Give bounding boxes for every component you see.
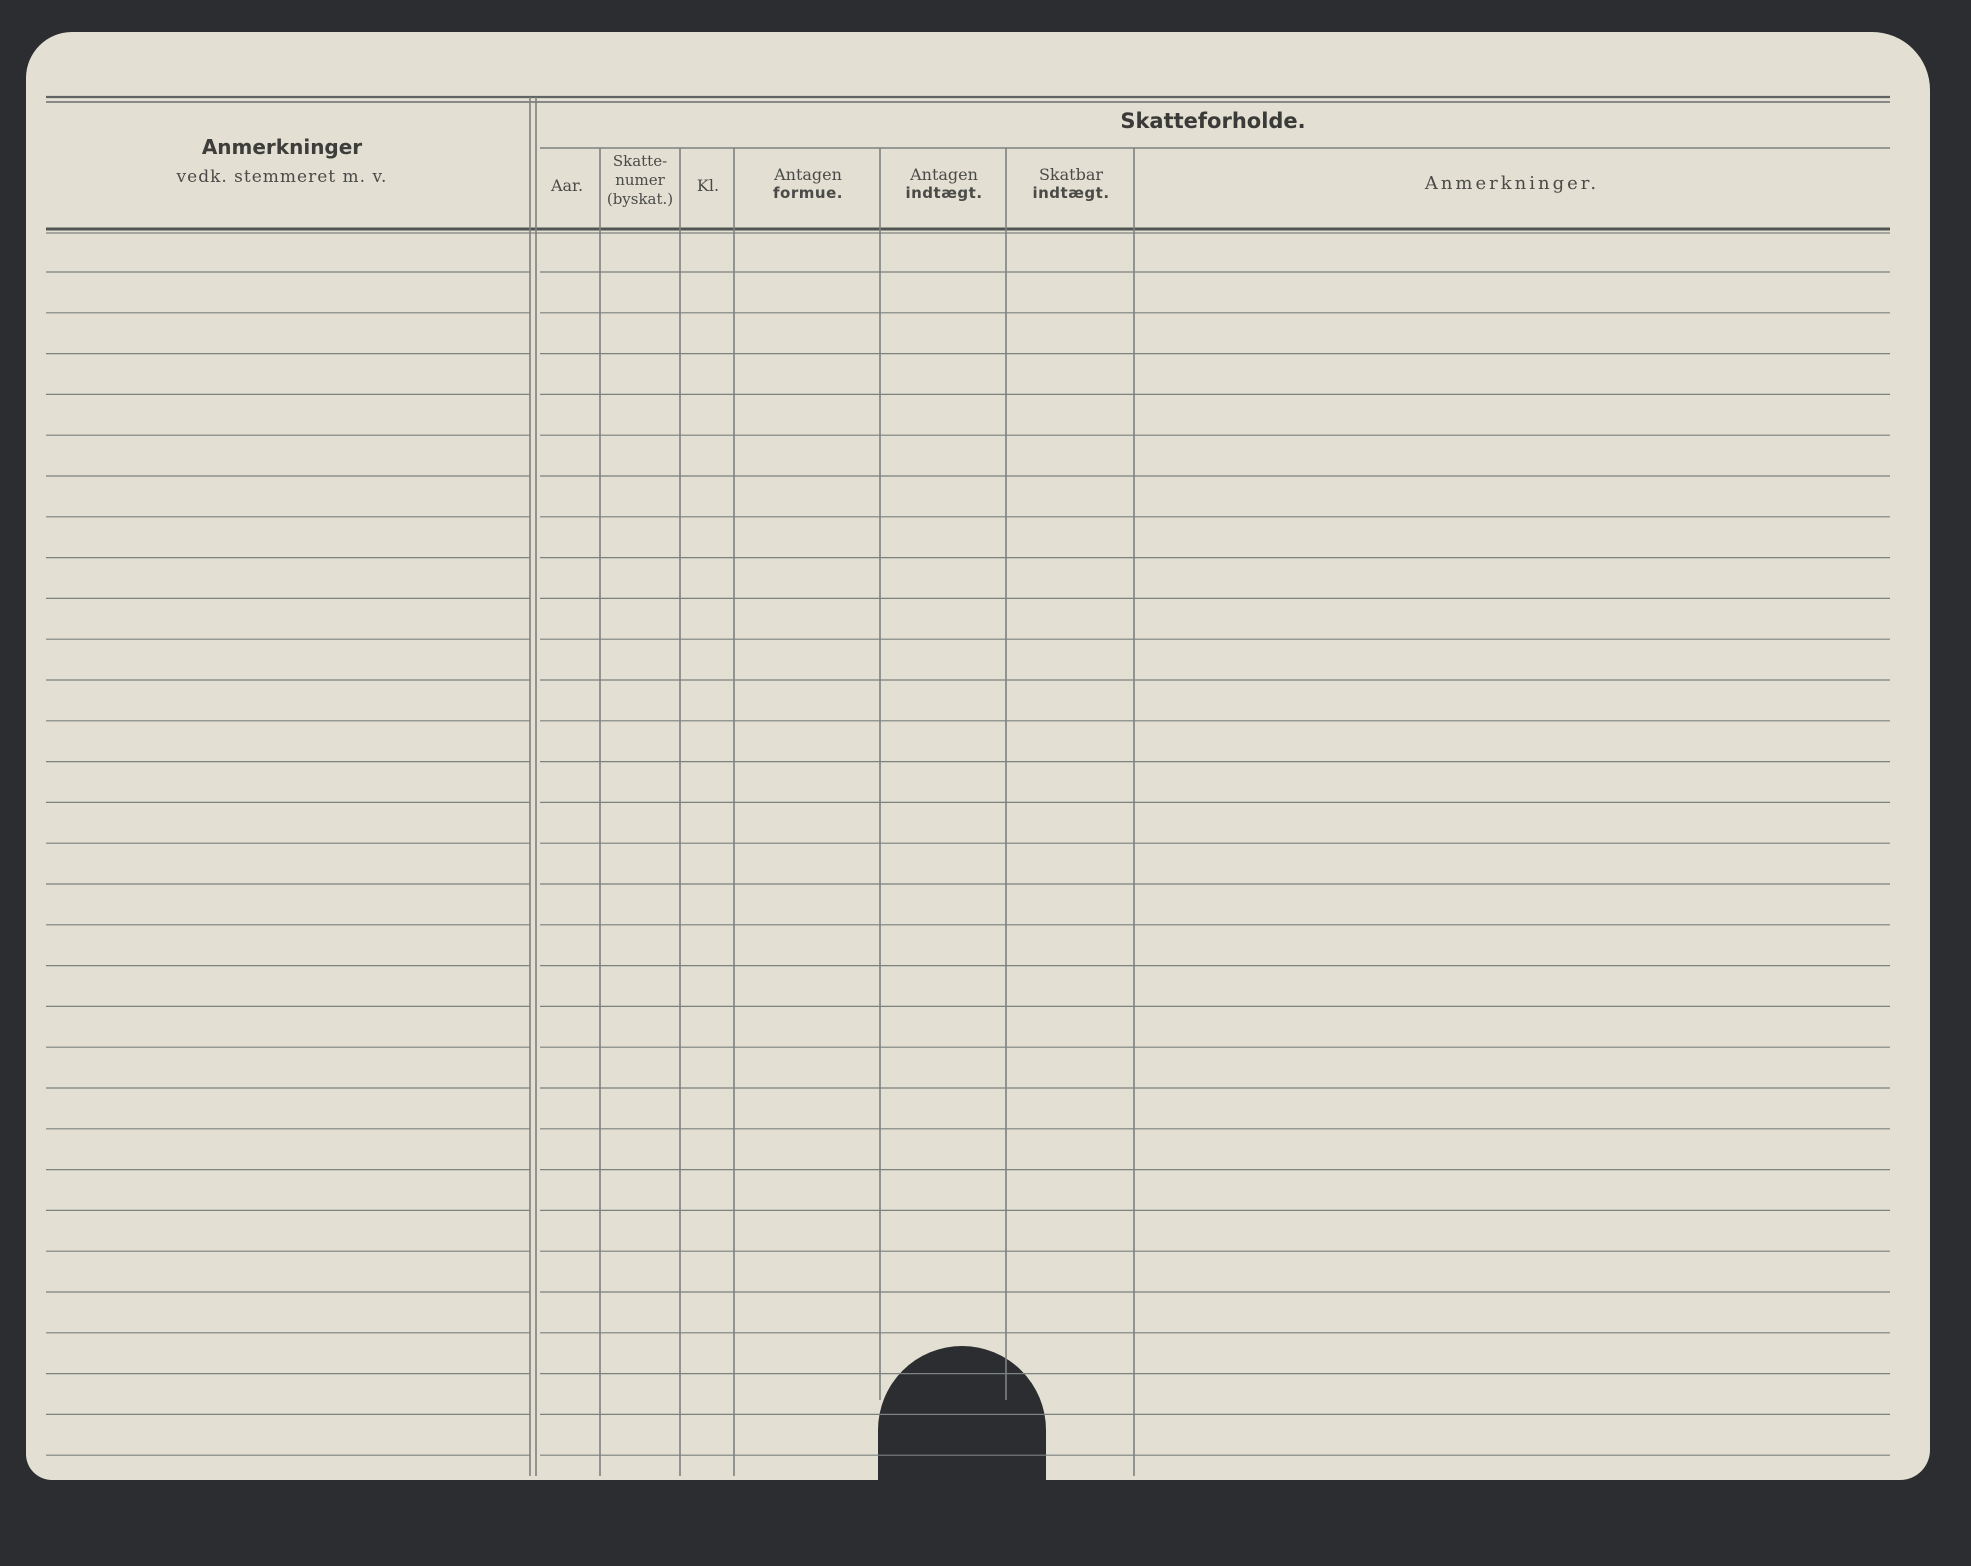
formue-line-1: Antagen xyxy=(774,165,842,184)
column-header-skattenummer xyxy=(600,152,680,209)
column-header-skatbar xyxy=(1008,165,1134,203)
indtaegt-line-1: Antagen xyxy=(910,165,978,184)
skattenummer-line-3: (byskat.) xyxy=(606,190,674,208)
column-header-kl: Kl. xyxy=(696,176,720,195)
left-title: Anmerkninger xyxy=(201,135,363,159)
column-header-indtaegt xyxy=(882,165,1006,203)
indtaegt-line-2: indtægt. xyxy=(905,184,983,202)
skattenummer-line-2: numer xyxy=(615,171,665,189)
section-title: Skatteforholde. xyxy=(1120,109,1306,133)
skatbar-line-2: indtægt. xyxy=(1032,184,1110,202)
column-header-aar: Aar. xyxy=(550,176,584,195)
formue-line-2: formue. xyxy=(773,184,843,202)
column-header-formue xyxy=(736,165,880,203)
skatbar-line-1: Skatbar xyxy=(1038,165,1104,184)
skattenummer-line-1: Skatte- xyxy=(612,152,668,170)
column-header-anmerkninger: Anmerkninger. xyxy=(1424,173,1600,194)
left-subtitle: vedk. stemmeret m. v. xyxy=(176,167,388,187)
